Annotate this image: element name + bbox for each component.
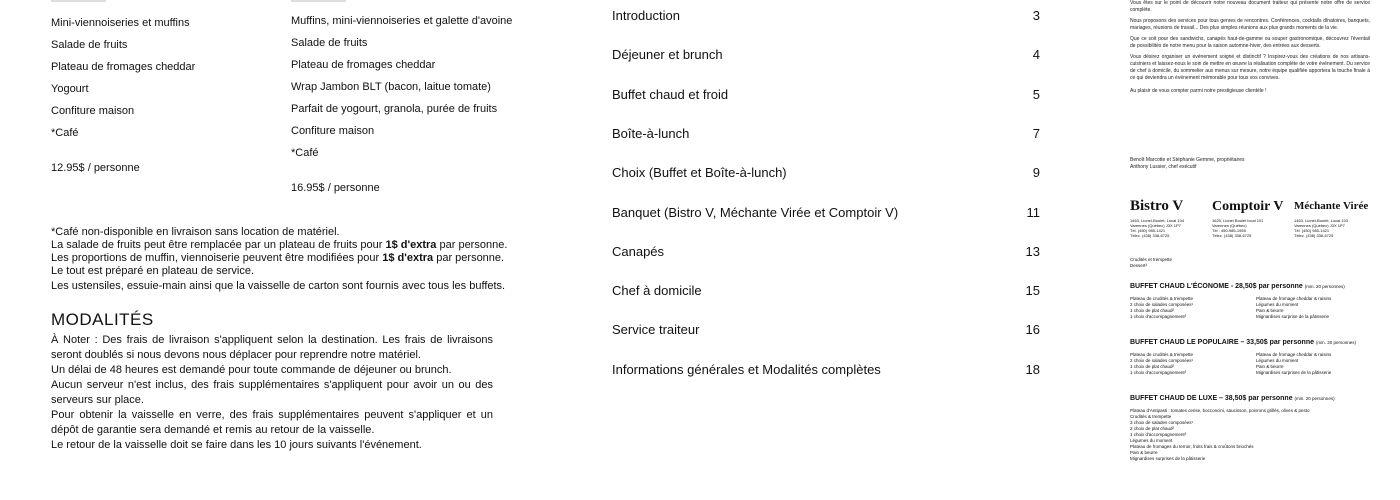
menu-middle-price: 16.95$ / personne	[291, 182, 380, 194]
menu-item: Salade de fruits	[291, 37, 368, 49]
logo-comptoir-v	[1212, 198, 1292, 250]
modalites-paragraph: Aucun serveur n'est inclus, des frais supplémentaires s'appliquent pour avoir un ou des serveurs sur place.	[51, 379, 493, 406]
intro-paragraph: Vous désirez organiser un événement soigné et distinctif ? Inspirez-vous des créations de nos artisans-cuisiniers et laissez-nous le soin de mettre en œuvre la réalisation complète de votre événement. Du service de chef à domicile, du sommelier aux menus sur mesure, notre équipe qualifiée apportera la touche finale à ce qui deviendra un événement mémorable pour tous vos convives.	[1130, 54, 1370, 81]
buffet-econome-title	[1130, 283, 1345, 290]
buffet-econome-right	[1256, 296, 1331, 320]
menu-item: *Café	[291, 147, 319, 159]
menu-item: Salade de fruits	[51, 39, 128, 51]
note-plateau: Le tout est préparé en plateau de service.	[51, 265, 255, 277]
note-proportions-extra: 1$ d'extra	[382, 252, 434, 264]
menu-item: Confiture maison	[291, 125, 375, 137]
buffet-populaire-right	[1256, 352, 1331, 376]
buffet-line: 2 choix de salades composées¹	[1130, 358, 1194, 363]
buffet-populaire-title-text: BUFFET CHAUD LE POPULAIRE – 33,50$ par personne	[1130, 339, 1314, 346]
logo-comptoir-v-address: 1625, Lionel Boulet local 101 Varennes (Québec) Tél : 450-985-1955 Télec. (438) 338-6725	[1212, 218, 1264, 238]
logo-comptoir-v-name: Comptoir V	[1212, 199, 1284, 214]
page-top-divider-left	[51, 0, 106, 2]
toc-entry-title: Boîte-à-lunch	[612, 125, 690, 141]
buffet-line: 1 choix d'accompagnement³	[1130, 370, 1187, 375]
note-salade-end: par personne.	[436, 239, 508, 251]
note-proportions-end: par personne.	[433, 252, 505, 264]
note-proportions-text: Les proportions de muffin, viennoiserie peuvent être modifiées pour	[51, 252, 383, 264]
menu-item: *Café	[51, 127, 79, 139]
partial-line: Crudités et trempette	[1130, 257, 1173, 262]
toc-entry-page: 7	[1032, 125, 1040, 141]
buffet-econome-left	[1130, 296, 1193, 320]
buffet-luxe-title-text: BUFFET CHAUD DE LUXE – 38,50$ par personne	[1130, 395, 1293, 402]
toc-entry-page: 4	[1032, 47, 1040, 63]
toc-entry-title: Choix (Buffet et Boîte-à-lunch)	[612, 165, 787, 181]
modalites-paragraph: Un délai de 48 heures est demandé pour toute commande de déjeuner ou brunch.	[51, 364, 452, 376]
buffet-line: Mignardises surprises de la pâtisserie	[1130, 456, 1206, 461]
intro-paragraph: Nous proposons des services pour tous genres de rencontres. Conférences, cocktails dînatoires, banquets, mariages, réunions de travail... Des plus simples réunions aux plus grands moments de la vie.	[1130, 18, 1370, 31]
partial-menu-lines	[1130, 257, 1172, 269]
toc-entry-page: 11	[1026, 204, 1040, 220]
buffet-populaire-left	[1130, 352, 1193, 376]
buffet-line: Pain & beurre	[1256, 364, 1284, 369]
buffet-econome-title-text: BUFFET CHAUD L'ÉCONOME - 28,50$ par personne	[1130, 283, 1303, 290]
buffet-line: Plateau de fromages du terroir, fruits frais & croûtons briochés	[1130, 444, 1254, 449]
intro-paragraph: Que ce soit pour des sandwichs, canapés haut-de-gamme ou souper gastronomique, découvrez l'éventail de possibilités de notre menu pour la saison automne-hiver, des entrées aux desserts.	[1130, 36, 1370, 49]
intro-paragraph: Vous êtes sur le point de découvrir notre nouveau document traiteur qui présente notre offre de service complète.	[1130, 0, 1370, 13]
toc-entry-title: Buffet chaud et froid	[612, 86, 729, 102]
signature	[1130, 157, 1370, 171]
intro-text	[1130, 0, 1370, 99]
toc-entry-page: 16	[1025, 322, 1040, 338]
note-proportions	[51, 252, 504, 264]
buffet-line: Crudités & trempette	[1130, 414, 1172, 419]
intro-closing: Au plaisir de vous compter parmi notre prestigieuse clientèle !	[1130, 88, 1267, 94]
buffet-line: Légumes du moment	[1256, 358, 1299, 363]
buffet-luxe-title	[1130, 395, 1335, 402]
menu-item: Muffins, mini-viennoiseries et galette d'avoine	[291, 15, 513, 27]
toc-entry-title: Introduction	[612, 8, 680, 23]
partial-line: Dessert³	[1130, 263, 1148, 268]
logo-bistro-v-name: Bistro V	[1130, 198, 1184, 214]
toc-entry-title: Service traiteur	[612, 322, 700, 338]
buffet-line: Légumes du moment	[1130, 438, 1173, 443]
toc-entry-page: 5	[1032, 86, 1040, 102]
modalites-heading: MODALITÉS	[51, 310, 154, 329]
menu-item: Parfait de yogourt, granola, purée de fruits	[291, 103, 498, 115]
logo-bistro-v	[1130, 198, 1210, 250]
modalites-paragraph: À Noter : Des frais de livraison s'appliquent selon la destination. Les frais de livraisons seront doublés si nous devons nous déplacer pour reprendre notre matériel.	[51, 334, 493, 361]
buffet-line: Plateau de fromage cheddar & raisins	[1256, 296, 1332, 301]
note-cafe: *Café non-disponible en livraison sans location de matériel.	[51, 226, 340, 238]
menu-item: Mini-viennoiseries et muffins	[51, 17, 190, 29]
logo-mechante-viree-name: Méchante Virée	[1294, 200, 1369, 212]
toc-entry-title: Banquet (Bistro V, Méchante Virée et Comptoir V)	[612, 204, 899, 220]
menu-item: Plateau de fromages cheddar	[51, 61, 196, 73]
modalites-paragraph: Le retour de la vaisselle doit se faire dans les 10 jours suivants l'événement.	[51, 439, 422, 451]
toc-entry-page: 18	[1025, 361, 1040, 377]
signature-chef: Anthony Lussier, chef exécutif	[1130, 164, 1197, 170]
buffet-line: Plateau d'Antipasti : tomates cerise, bocconcini, saucisson, poivrons grillés, olives & pesto	[1130, 408, 1310, 413]
toc-entry-title: Chef à domicile	[612, 283, 702, 299]
toc-entry-title: Informations générales et Modalités complètes	[612, 361, 881, 377]
toc-entry-page: 9	[1032, 165, 1040, 181]
toc-entry-page: 3	[1032, 8, 1040, 23]
menu-item: Confiture maison	[51, 105, 135, 117]
logo-mechante-viree	[1294, 198, 1384, 250]
buffet-line: 3 choix de salades composées¹	[1130, 420, 1194, 425]
toc-entry-title: Canapés	[612, 243, 665, 259]
logo-mechante-viree-address: 1463, Lionel-Boulet, Local 103 Varennes (Québec) J3X 1P7 Tél. (450) 985-1421 Télec. (438) 338-6725	[1294, 218, 1349, 238]
toc-entry-page: 15	[1025, 283, 1040, 299]
buffet-econome-min: (min. 20 personnes)	[1304, 284, 1345, 289]
buffet-line: 1 choix d'accompagnement³	[1130, 432, 1187, 437]
menu-item: Plateau de fromages cheddar	[291, 59, 436, 71]
toc-entry-page: 13	[1025, 243, 1040, 259]
toc-entry-title: Déjeuner et brunch	[612, 47, 723, 63]
note-salade-extra: 1$ d'extra	[385, 239, 437, 251]
buffet-line: Mignardises surprises de la pâtisserie	[1256, 370, 1332, 375]
buffet-line: 1 choix de plat chaud²	[1130, 364, 1175, 369]
signature-owners: Benoît Marcotte et Stéphanie Gemme, propriétaires	[1130, 157, 1245, 163]
buffet-line: Plateau de crudités & trempette	[1130, 352, 1194, 357]
buffet-line: Mignardises surprise de la pâtisserie	[1256, 314, 1330, 319]
buffet-line: 2 choix de salades composées¹	[1130, 302, 1194, 307]
buffet-line: 1 choix de plat chaud²	[1130, 308, 1175, 313]
buffet-line: Plateau de crudités & trempette	[1130, 296, 1194, 301]
menu-left-price: 12.95$ / personne	[51, 162, 140, 174]
note-salade-text: La salade de fruits peut être remplacée par un plateau de fruits pour	[51, 239, 386, 251]
buffet-luxe-lines	[1130, 408, 1309, 462]
buffet-line: Légumes du moment	[1256, 302, 1299, 307]
buffet-luxe-min: (min. 20 personnes)	[1294, 396, 1335, 401]
buffet-populaire-title	[1130, 339, 1356, 346]
logo-bistro-v-address: 1463, Lionel-Boulet, Local 104 Varennes (Québec) J3X 1P7 Tél. (450) 985-1421 Télec. (438) 338-6725	[1130, 218, 1185, 238]
buffet-line: Pain & beurre	[1130, 450, 1158, 455]
page-top-divider-mid	[291, 0, 346, 2]
note-salade	[51, 239, 507, 251]
note-ustensiles: Les ustensiles, essuie-main ainsi que la vaisselle de carton sont fournis avec tous les buffets.	[51, 280, 506, 292]
buffet-line: Pain & beurre	[1256, 308, 1284, 313]
buffet-line: Plateau de fromage cheddar & raisins	[1256, 352, 1332, 357]
menu-item: Wrap Jambon BLT (bacon, laitue tomate)	[291, 81, 491, 93]
buffet-populaire-min: (min. 20 personnes)	[1315, 340, 1356, 345]
buffet-line: 1 choix d'accompagnement³	[1130, 314, 1187, 319]
menu-item: Yogourt	[51, 83, 89, 95]
modalites-body	[51, 333, 493, 453]
modalites-paragraph: Pour obtenir la vaisselle en verre, des frais supplémentaires peuvent s'appliquer et un dépôt de garantie sera demandé et remis au retour de la vaisselle.	[51, 409, 493, 436]
buffet-line: 2 choix de plat chaud²	[1130, 426, 1175, 431]
